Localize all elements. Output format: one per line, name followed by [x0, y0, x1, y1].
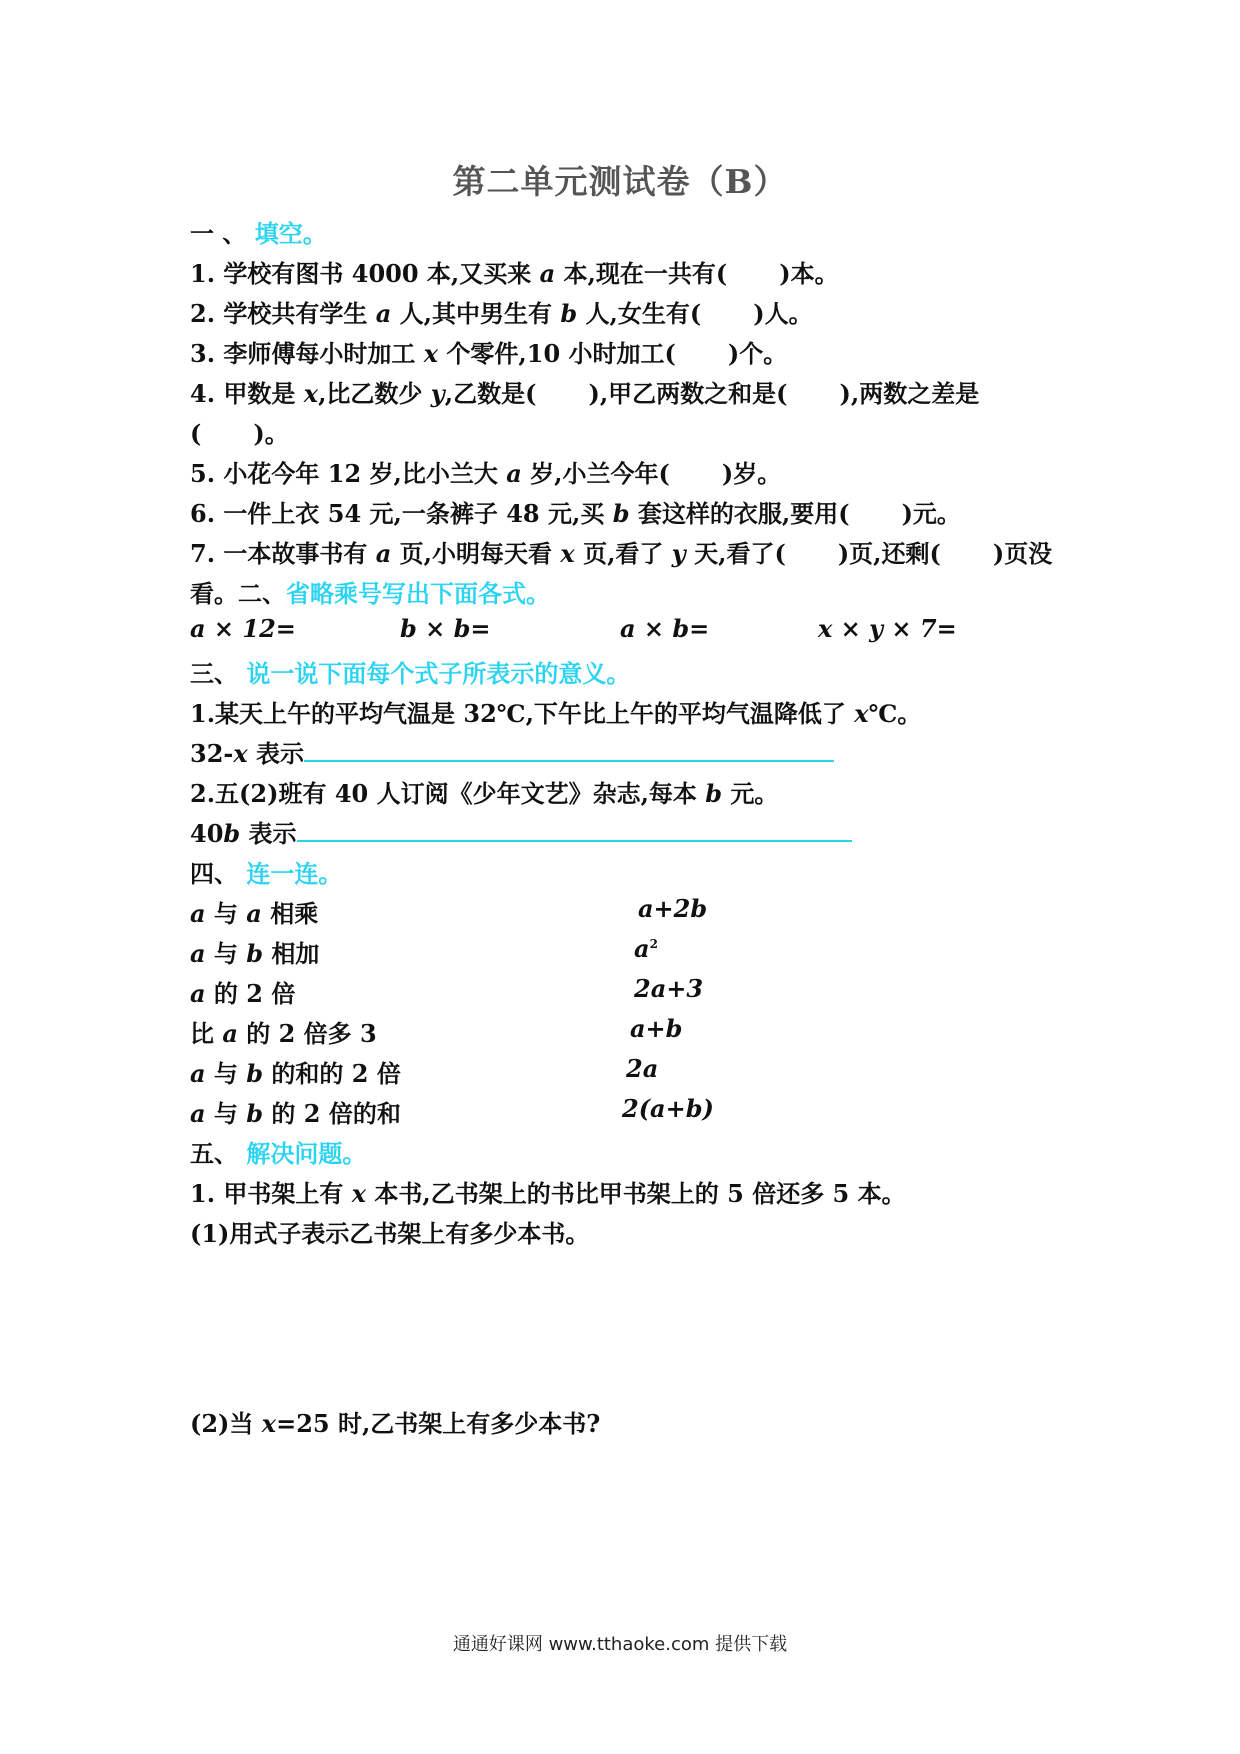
page-title: 第二单元测试卷（B）	[452, 162, 788, 201]
expression-item: x × y × 7=	[818, 614, 957, 643]
section-1-header	[190, 214, 327, 249]
match-right-item[interactable]: 2a+3	[634, 974, 704, 1003]
section-number: 五、	[190, 1139, 238, 1168]
match-right-item[interactable]: $a^2$	[634, 934, 658, 963]
question-6: 6. 一件上衣 54 元,一条裤子 48 元,买 b 套这样的衣服,要用( )元。	[190, 499, 961, 528]
meaning-problem-1: 1.某天上午的平均气温是 32℃,下午比上午的平均气温降低了 x℃。	[190, 699, 922, 728]
section-heading: 解决问题。	[246, 1139, 367, 1168]
question-3: 3. 李师傅每小时加工 x 个零件,10 小时加工( )个。	[190, 339, 788, 368]
section-heading: 说一说下面每个式子所表示的意义。	[246, 659, 631, 688]
expression-item: a × b=	[620, 614, 710, 643]
match-left-item[interactable]: a 与 b 相加	[190, 939, 320, 968]
match-left-item[interactable]: a 与 b 的和的 2 倍	[190, 1059, 401, 1088]
section-3-header	[190, 654, 630, 689]
problem-1: 1. 甲书架上有 x 本书,乙书架上的书比甲书架上的 5 倍还多 5 本。	[190, 1179, 906, 1208]
page-footer: 通通好课网 www.tthaoke.com 提供下载	[452, 1634, 788, 1655]
question-1: 1. 学校有图书 4000 本,又买来 a 本,现在一共有( )本。	[190, 259, 839, 288]
answer-line[interactable]	[297, 818, 852, 842]
section-heading: 连一连。	[246, 859, 343, 888]
meaning-problem-2: 2.五(2)班有 40 人订阅《少年文艺》杂志,每本 b 元。	[190, 779, 779, 808]
section-number: 一 、	[190, 219, 247, 248]
answer-line[interactable]	[304, 738, 834, 762]
match-left-item[interactable]: a 的 2 倍	[190, 979, 296, 1008]
match-left-item[interactable]: a 与 a 相乘	[190, 899, 319, 928]
section-number: 二、	[238, 579, 286, 608]
question-2: 2. 学校共有学生 a 人,其中男生有 b 人,女生有( )人。	[190, 299, 813, 328]
section-4-header	[190, 854, 342, 889]
question-7: 7. 一本故事书有 a 页,小明每天看 x 页,看了 y 天,看了( )页,还剩( )页没	[190, 539, 1053, 568]
question-4: 4. 甲数是 x,比乙数少 y,乙数是( ),甲乙两数之和是( ),两数之差是	[190, 379, 980, 408]
section-heading: 填空。	[254, 219, 327, 248]
match-left-item[interactable]: 比 a 的 2 倍多 3	[190, 1019, 377, 1048]
section-2-header	[190, 574, 550, 609]
match-right-item[interactable]: 2a	[626, 1054, 659, 1083]
meaning-answer-2: 40b 表示	[190, 814, 852, 849]
meaning-answer-1: 32-x 表示	[190, 734, 834, 769]
problem-1-part-1: (1)用式子表示乙书架上有多少本书。	[190, 1219, 590, 1248]
match-right-item[interactable]: a+b	[630, 1014, 683, 1043]
section-number: 四、	[190, 859, 238, 888]
question-7-continued: 看。	[190, 579, 238, 608]
section-heading: 省略乘号写出下面各式。	[286, 579, 550, 608]
problem-1-part-2: (2)当 x=25 时,乙书架上有多少本书?	[190, 1409, 601, 1438]
section-number: 三、	[190, 659, 238, 688]
match-right-item[interactable]: a+2b	[638, 894, 708, 923]
section-5-header	[190, 1134, 366, 1169]
expression-item: b × b=	[400, 614, 491, 643]
question-4-continued: ( )。	[190, 419, 289, 448]
question-5: 5. 小花今年 12 岁,比小兰大 a 岁,小兰今年( )岁。	[190, 459, 782, 488]
match-right-item[interactable]: 2(a+b)	[622, 1094, 714, 1123]
expression-item: a × 12=	[190, 614, 296, 643]
match-left-item[interactable]: a 与 b 的 2 倍的和	[190, 1099, 401, 1128]
